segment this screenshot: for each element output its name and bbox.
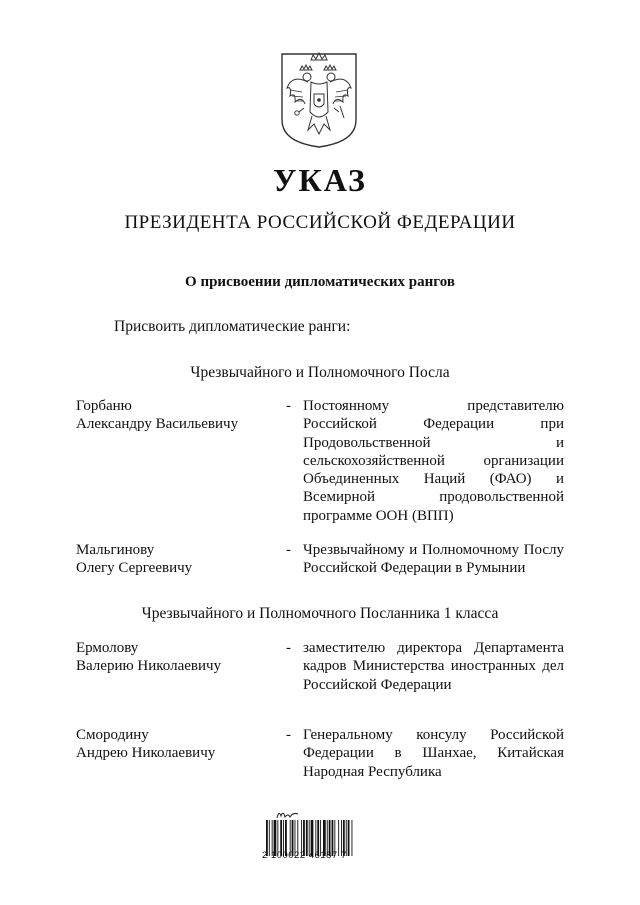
- document-subject: О присвоении дипломатических рангов: [185, 274, 455, 290]
- appointee-surname: Ермолову: [76, 640, 139, 656]
- rank-heading-ambassador: Чрезвычайного и Полномочного Посла: [190, 364, 450, 381]
- document-subtitle: ПРЕЗИДЕНТА РОССИЙСКОЙ ФЕДЕРАЦИИ: [124, 212, 516, 233]
- barcode-number: 2 100022 46187 7: [262, 850, 347, 861]
- document-title: УКАЗ: [273, 162, 367, 198]
- entry-dash: -: [286, 727, 291, 743]
- rank-heading-envoy: Чрезвычайного и Полномочного Посланника 1 класса: [141, 605, 499, 622]
- coat-of-arms-icon: [278, 50, 360, 150]
- entry-dash: -: [286, 640, 291, 656]
- appointee-surname: Мальгинову: [76, 542, 155, 558]
- appointee-given-names: Александру Васильевичу: [76, 416, 239, 433]
- appointee-name: [76, 639, 276, 676]
- intro-text: Присвоить дипломатические ранги:: [114, 318, 351, 335]
- appointee-position: заместителю директора Департамента кадров Министерства иностранных дел Российской Федерации: [303, 640, 564, 693]
- appointee-position: Генеральному консулу Российской Федерации в Шанхае, Китайская Народная Республика: [303, 727, 564, 780]
- appointee-surname: Горбаню: [76, 398, 132, 414]
- appointee-name: [76, 541, 276, 578]
- appointee-position: Чрезвычайному и Полномочному Послу Российской Федерации в Румынии: [303, 542, 564, 577]
- appointee-name: [76, 726, 276, 763]
- entry-dash: -: [286, 542, 291, 558]
- appointee-given-names: Андрею Николаевичу: [76, 745, 216, 762]
- appointee-position: Постоянному представителю Российской Федерации при Продовольственной и сельскохозяйственной организации Объединенных Наций (ФАО) и Всемирной продовольственной программе ООН (ВПП): [303, 398, 564, 524]
- appointee-given-names: Валерию Николаевичу: [76, 658, 222, 675]
- appointee-name: [76, 397, 276, 434]
- appointee-surname: Смородину: [76, 727, 149, 743]
- appointee-given-names: Олегу Сергеевичу: [76, 560, 193, 577]
- entry-dash: -: [286, 398, 291, 414]
